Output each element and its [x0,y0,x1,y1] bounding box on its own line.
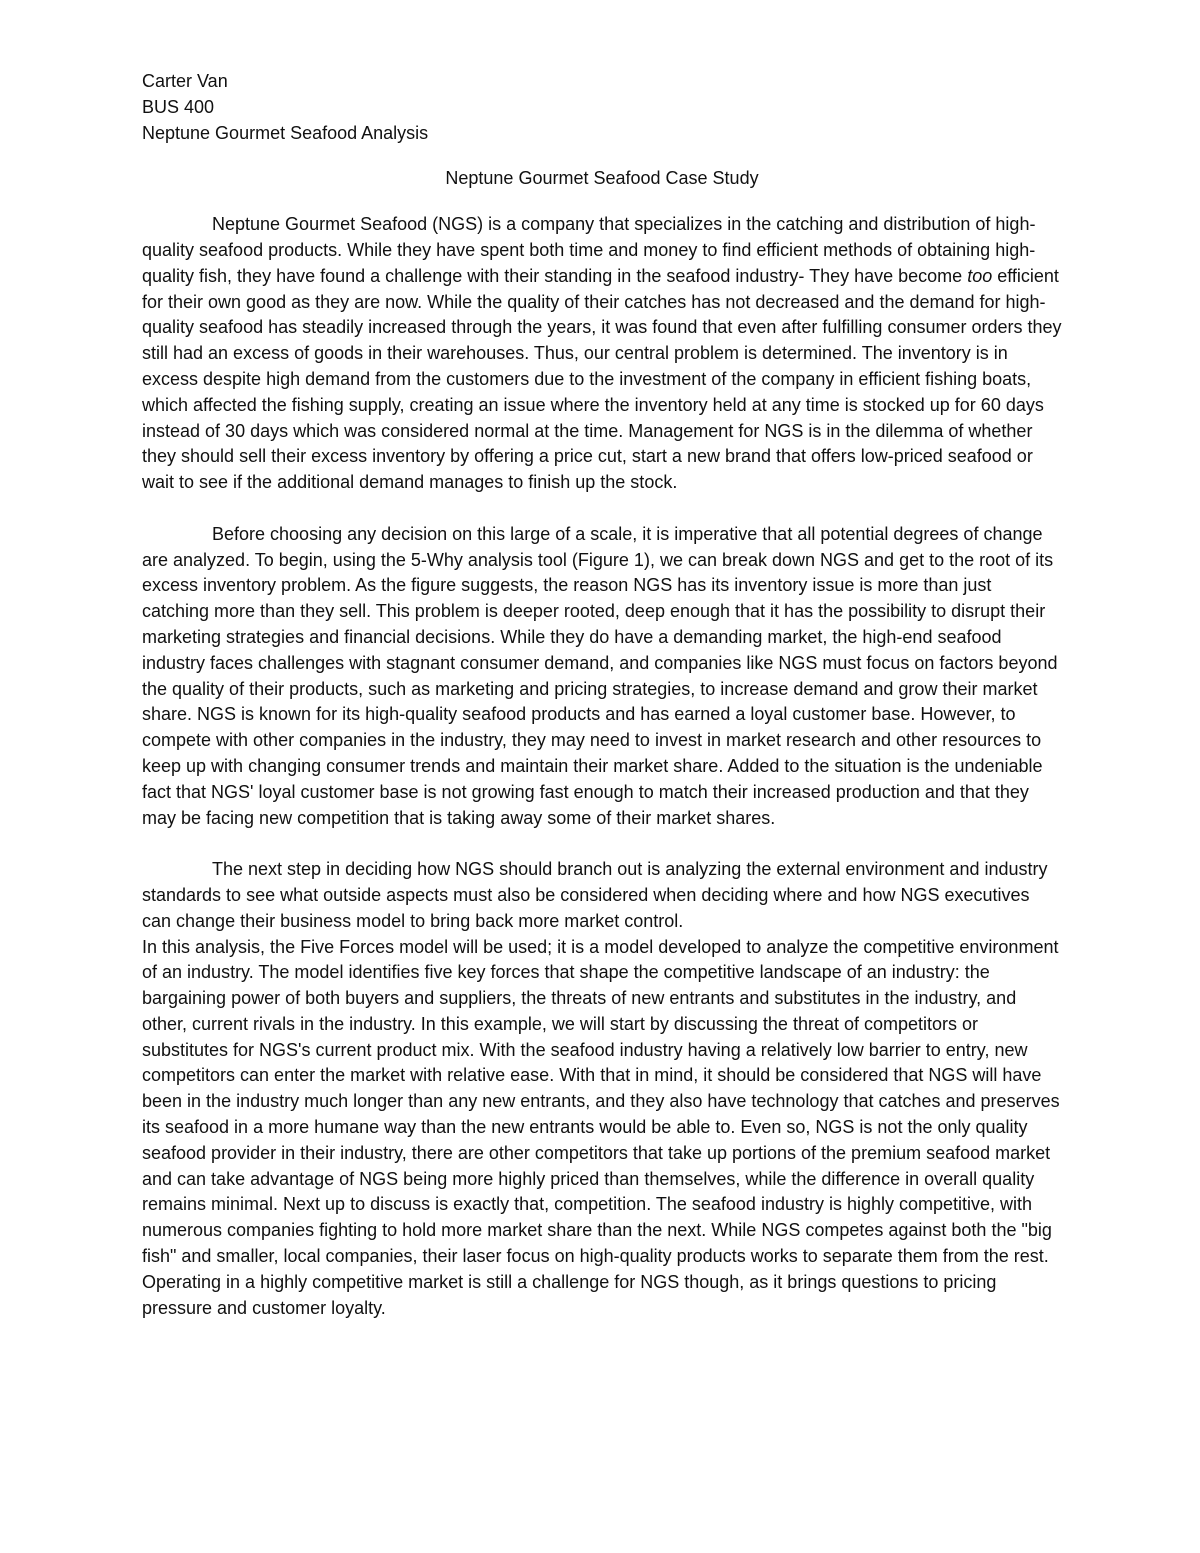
author-name: Carter Van [142,71,228,91]
assignment-name: Neptune Gourmet Seafood Analysis [142,122,429,143]
paragraph-five-why-analysis: Before choosing any decision on this large of a scale, it is imperative that all potential degrees of change are analyzed. To begin, using the 5-Why analysis tool (Figure 1), we can break down NGS and get to the root of its excess inventory problem. As the figure suggests, the reason NGS has its inventory issue is more than just catching more than they sell. This problem is deeper rooted, deep enough that it has the possibility to disrupt their marketing strategies and financial decisions. While they do have a demanding market, the high-end seafood industry faces challenges with stagnant consumer demand, and companies like NGS must focus on factors beyond the quality of their products, such as marketing and pricing strategies, to increase demand and grow their market share. NGS is known for its high-quality seafood products and has earned a loyal customer base. However, to compete with other companies in the industry, they may need to invest in market research and other resources to keep up with changing consumer trends and maintain their market share. Added to the situation is the undeniable fact that NGS' loyal customer base is not growing fast enough to match their increased production and that they may be facing new competition that is taking away some of their market shares. [142,523,1058,828]
course-code: BUS 400 [142,96,215,117]
emphasized-word: too [967,265,993,286]
paragraph-introduction-part2: efficient for their own good as they are now. While the quality of their catches has not decreased and the demand for high-quality seafood has steadily increased through the years, it was found that even after fulfilling consumer orders they still had an excess of goods in their warehouses. Thus, our central problem is determined. The inventory is in excess despite high demand from the customers due to the investment of the company in efficient fishing boats, which affected the fishing supply, creating an issue where the inventory held at any time is stocked up for 60 days instead of 30 days which was considered normal at the time. Management for NGS is in the dilemma of whether they should sell their excess inventory by offering a price cut, start a new brand that offers low-priced seafood or wait to see if the additional demand manages to finish up the stock. [142,265,1062,493]
document-page [142,69,1062,1321]
paragraph-introduction [142,212,1062,496]
document-title: Neptune Gourmet Seafood Case Study [445,168,759,189]
paragraph-external-environment: The next step in deciding how NGS should branch out is analyzing the external environment and industry standards to see what outside aspects must also be considered when deciding where and how NGS executives can change their business model to bring back more market control. [142,859,1048,931]
paragraph-introduction-part1: Neptune Gourmet Seafood (NGS) is a company that specializes in the catching and distribution of high-quality seafood products. While they have spent both time and money to find efficient methods of obtaining high-quality fish, they have found a challenge with their standing in the seafood industry- They have become [142,214,1036,286]
paragraph-five-forces: In this analysis, the Five Forces model will be used; it is a model developed to analyze the competitive environment of an industry. The model identifies five key forces that shape the competitive landscape of an industry: the bargaining power of both buyers and suppliers, the threats of new entrants and substitutes in the industry, and other, current rivals in the industry. In this example, we will start by discussing the threat of competitors or substitutes for NGS's current product mix. With the seafood industry having a relatively low barrier to entry, new competitors can enter the market with relative ease. With that in mind, it should be considered that NGS will have been in the industry much longer than any new entrants, and they also have technology that catches and preserves its seafood in a more humane way than the new entrants would be able to. Even so, NGS is not the only quality seafood provider in their industry, there are other competitors that take up portions of the premium seafood market and can take advantage of NGS being more highly priced than themselves, while the difference in overall quality remains minimal. Next up to discuss is exactly that, competition. The seafood industry is highly competitive, with numerous companies fighting to hold more market share than the next. While NGS competes against both the "big fish" and smaller, local companies, their laser focus on high-quality products works to separate them from the rest. Operating in a highly competitive market is still a challenge for NGS though, as it brings questions to pricing pressure and customer loyalty. [142,936,1060,1318]
